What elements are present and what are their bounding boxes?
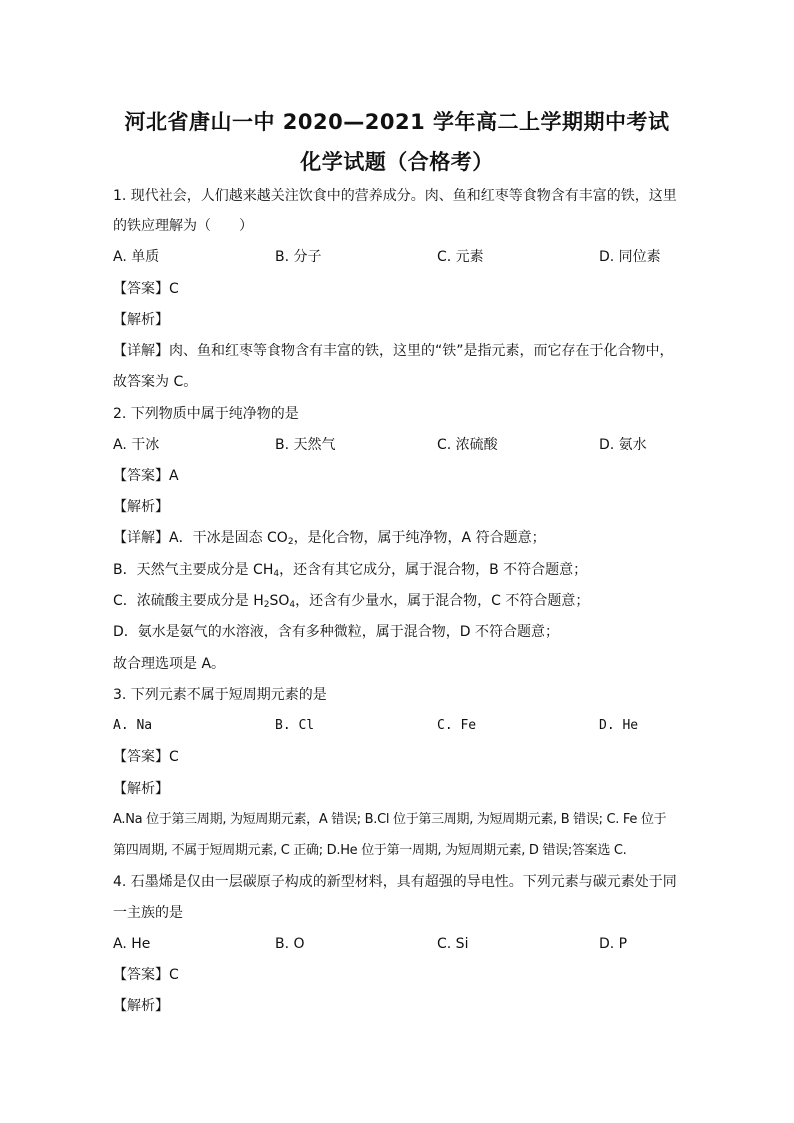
q1-option-d: D. 同位素: [599, 249, 661, 265]
q2-stem: 2. 下列物质中属于纯净物的是: [113, 406, 299, 422]
q1-option-a: A. 单质: [113, 249, 160, 265]
q1-stem-line2: 的铁应理解为（ ）: [113, 218, 253, 234]
q1-detail-line1: 【详解】肉、鱼和红枣等食物含有丰富的铁，这里的“铁”是指元素，而它存在于化合物中，: [113, 343, 674, 359]
q4-stem-line1: 4. 石墨烯是仅由一层碳原子构成的新型材料，具有超强的导电性。下列元素与碳元素处于同: [113, 874, 677, 890]
q2-answer: 【答案】A: [113, 468, 179, 484]
q4-stem-line2: 一主族的是: [113, 905, 183, 921]
q1-stem-line1: 1. 现代社会，人们越来越关注饮食中的营养成分。肉、鱼和红枣等食物含有丰富的铁，这里: [113, 188, 677, 204]
q3-detail-line1: A.Na 位于第三周期, 为短周期元素，A 错误; B.Cl 位于第三周期, 为短周期元素, B 错误; C. Fe 位于: [113, 812, 667, 827]
q2-option-c: C. 浓硫酸: [437, 437, 498, 453]
q2-option-b: B. 天然气: [275, 437, 336, 453]
q2-detail-line4: D．氨水是氨气的水溶液，含有多种微粒，属于混合物，D 不符合题意；: [113, 624, 560, 640]
exam-subtitle: 化学试题（合格考）: [300, 150, 494, 174]
q2-detail-line5: 故合理选项是 A。: [113, 656, 226, 672]
q3-answer: 【答案】C: [113, 749, 179, 765]
q3-option-b: B. Cl: [275, 718, 315, 733]
q2-analysis-heading: 【解析】: [113, 499, 169, 515]
q1-option-b: B. 分子: [275, 249, 322, 265]
q3-stem: 3. 下列元素不属于短周期元素的是: [113, 687, 327, 703]
q2-detail-line2: B．天然气主要成分是 $CH_4$，还含有其它成分，属于混合物，B 不符合题意；: [113, 562, 588, 579]
q1-answer: 【答案】C: [113, 281, 179, 297]
q1-detail-line2: 故答案为 C。: [113, 374, 198, 390]
q4-option-b: B. O: [275, 936, 305, 952]
q3-option-c: C. Fe: [437, 718, 477, 733]
q4-option-d: D. P: [599, 936, 628, 952]
q4-option-a: A. He: [113, 936, 151, 952]
q2-detail-line3: C．浓硫酸主要成分是 $H_2SO_4$，还含有少量水，属于混合物，C 不符合题意；: [113, 593, 590, 610]
q1-analysis-heading: 【解析】: [113, 312, 169, 328]
q4-analysis-heading: 【解析】: [113, 998, 169, 1014]
q2-option-a: A. 干冰: [113, 437, 160, 453]
exam-title: 河北省唐山一中 2020—2021 学年高二上学期期中考试: [124, 110, 670, 134]
q4-option-c: C. Si: [437, 936, 469, 952]
q3-option-d: D. He: [599, 718, 639, 733]
q3-option-a: A. Na: [113, 718, 153, 733]
q3-analysis-heading: 【解析】: [113, 781, 169, 797]
q4-answer: 【答案】C: [113, 967, 179, 983]
q2-detail-line1: 【详解】A．干冰是固态 $CO_2$，是化合物，属于纯净物，A 符合题意；: [113, 530, 546, 547]
q1-option-c: C. 元素: [437, 249, 484, 265]
q2-option-d: D. 氨水: [599, 437, 647, 453]
q3-detail-line2: 第四周期, 不属于短周期元素, C 正确; D.He 位于第一周期, 为短周期元素, D 错误;答案选 C.: [113, 843, 627, 858]
